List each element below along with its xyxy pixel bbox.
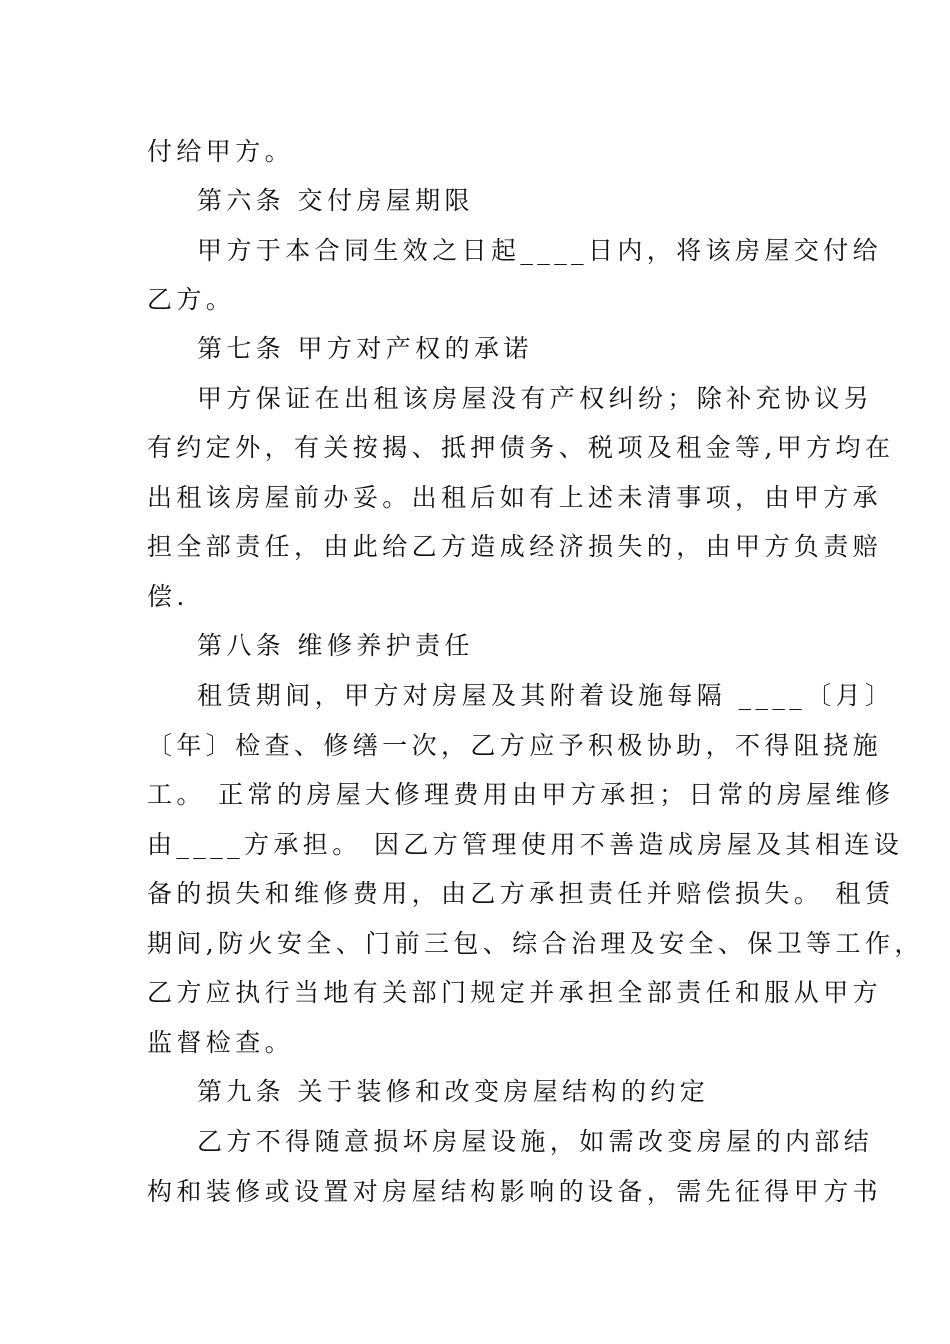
paragraph-line: 甲方保证在出租该房屋没有产权纠纷；除补充协议另 — [197, 384, 874, 413]
paragraph-line: 担全部责任，由此给乙方造成经济损失的，由甲方负责赔 — [147, 532, 883, 561]
article-8-heading: 第八条 维修养护责任 — [197, 631, 474, 660]
paragraph-line: 工。 正常的房屋大修理费用由甲方承担；日常的房屋维修 — [147, 780, 895, 809]
paragraph-line: 由____方承担。 因乙方管理使用不善造成房屋及其相连设 — [147, 830, 904, 859]
article-7-heading: 第七条 甲方对产权的承诺 — [197, 334, 533, 363]
paragraph-line: 租赁期间，甲方对房屋及其附着设施每隔 ____〔月〕 — [197, 681, 895, 710]
article-6-heading: 第六条 交付房屋期限 — [197, 186, 474, 215]
paragraph-line: 出租该房屋前办妥。出租后如有上述未清事项，由甲方承 — [147, 483, 883, 512]
paragraph-line: 期间,防火安全、门前三包、综合治理及安全、保卫等工作， — [147, 929, 924, 958]
article-9-heading: 第九条 关于装修和改变房屋结构的约定 — [197, 1077, 710, 1106]
paragraph-line: 甲方于本合同生效之日起____日内，将该房屋交付给 — [197, 236, 883, 265]
paragraph-line: 构和装修或设置对房屋结构影响的设备，需先征得甲方书 — [147, 1177, 883, 1206]
paragraph-line: 乙方应执行当地有关部门规定并承担全部责任和服从甲方 — [147, 978, 883, 1007]
paragraph-line: 付给甲方。 — [147, 137, 295, 166]
paragraph-line: 有约定外，有关按揭、抵押债务、税项及租金等,甲方均在 — [147, 433, 895, 462]
paragraph-line: 〔年〕检查、修缮一次，乙方应予积极协助，不得阻挠施 — [147, 731, 883, 760]
paragraph-line: 监督检查。 — [147, 1028, 295, 1057]
paragraph-line: 乙方。 — [147, 285, 236, 314]
paragraph-line: 备的损失和维修费用，由乙方承担责任并赔偿损失。 租赁 — [147, 879, 895, 908]
paragraph-line: 乙方不得随意损坏房屋设施，如需改变房屋的内部结 — [197, 1127, 874, 1156]
paragraph-line: 偿. — [147, 582, 189, 611]
